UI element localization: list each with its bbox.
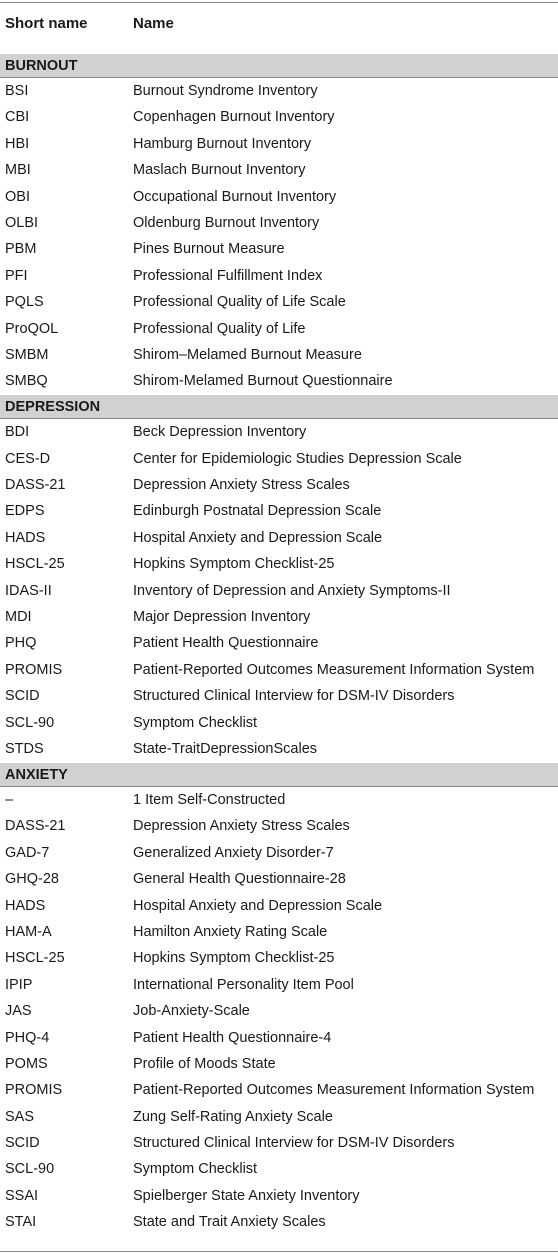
short-name-cell: EDPS bbox=[5, 503, 45, 520]
name-cell: Professional Fulfillment Index bbox=[133, 267, 323, 284]
name-cell: Oldenburg Burnout Inventory bbox=[133, 214, 320, 231]
bottom-rule bbox=[0, 1251, 558, 1252]
table-row bbox=[0, 945, 558, 971]
table-row bbox=[0, 866, 558, 892]
name-cell: Hamburg Burnout Inventory bbox=[133, 135, 312, 152]
name-cell: 1 Item Self-Constructed bbox=[133, 791, 286, 808]
name-cell: Patient Health Questionnaire bbox=[133, 635, 319, 652]
name-cell: Beck Depression Inventory bbox=[133, 424, 307, 441]
short-name-cell: IDAS-II bbox=[5, 582, 52, 599]
section-header: DEPRESSION bbox=[0, 395, 558, 419]
header-name: Name bbox=[133, 15, 174, 32]
name-cell: General Health Questionnaire-28 bbox=[133, 871, 346, 888]
table-row bbox=[0, 184, 558, 210]
name-cell: Patient-Reported Outcomes Measurement Information System bbox=[133, 1082, 535, 1099]
short-name-cell: DASS-21 bbox=[5, 477, 66, 494]
short-name-cell: SMBM bbox=[5, 346, 49, 363]
table-row bbox=[0, 840, 558, 866]
short-name-cell: GHQ-28 bbox=[5, 871, 59, 888]
table-row bbox=[0, 131, 558, 157]
short-name-cell: HSCL-25 bbox=[5, 556, 65, 573]
name-cell: International Personality Item Pool bbox=[133, 976, 354, 993]
name-cell: Hospital Anxiety and Depression Scale bbox=[133, 897, 383, 914]
name-cell: Major Depression Inventory bbox=[133, 609, 311, 626]
table-row bbox=[0, 787, 558, 813]
table-body bbox=[0, 54, 558, 1236]
short-name-cell: STAI bbox=[5, 1214, 37, 1231]
name-cell: Patient-Reported Outcomes Measurement Information System bbox=[133, 661, 535, 678]
table-row bbox=[0, 893, 558, 919]
name-cell: Depression Anxiety Stress Scales bbox=[133, 477, 350, 494]
name-cell: Generalized Anxiety Disorder-7 bbox=[133, 844, 334, 861]
table-row bbox=[0, 104, 558, 130]
table-row bbox=[0, 604, 558, 630]
table-row bbox=[0, 1104, 558, 1130]
name-cell: Hospital Anxiety and Depression Scale bbox=[133, 529, 383, 546]
table-row bbox=[0, 1183, 558, 1209]
table-row bbox=[0, 813, 558, 839]
table-row bbox=[0, 683, 558, 709]
name-cell: State and Trait Anxiety Scales bbox=[133, 1214, 326, 1231]
name-cell: Shirom–Melamed Burnout Measure bbox=[133, 346, 362, 363]
name-cell: Inventory of Depression and Anxiety Symptoms-II bbox=[133, 582, 451, 599]
name-cell: Zung Self-Rating Anxiety Scale bbox=[133, 1108, 333, 1125]
short-name-cell: HAM-A bbox=[5, 923, 52, 940]
short-name-cell: HSCL-25 bbox=[5, 950, 65, 967]
name-cell: Burnout Syndrome Inventory bbox=[133, 83, 318, 99]
short-name-cell: SSAI bbox=[5, 1187, 39, 1204]
table-row bbox=[0, 998, 558, 1024]
table-row bbox=[0, 657, 558, 683]
table-row bbox=[0, 368, 558, 395]
short-name-cell: – bbox=[5, 791, 14, 808]
short-name-cell: PFI bbox=[5, 267, 28, 284]
table-row bbox=[0, 342, 558, 368]
name-cell: Structured Clinical Interview for DSM-IV Disorders bbox=[133, 688, 455, 705]
table-row bbox=[0, 289, 558, 315]
short-name-cell: JAS bbox=[5, 1003, 32, 1020]
table-row bbox=[0, 157, 558, 183]
short-name-cell: IPIP bbox=[5, 976, 33, 993]
name-cell: Symptom Checklist bbox=[133, 1161, 258, 1178]
short-name-cell: MBI bbox=[5, 162, 31, 179]
name-cell: Professional Quality of Life Scale bbox=[133, 294, 346, 311]
short-name-cell: PROMIS bbox=[5, 661, 63, 678]
table-row bbox=[0, 1209, 558, 1236]
short-name-cell: GAD-7 bbox=[5, 844, 50, 861]
table-row bbox=[0, 498, 558, 524]
section-header: BURNOUT bbox=[0, 54, 558, 78]
table-row bbox=[0, 419, 558, 445]
name-cell: Shirom-Melamed Burnout Questionnaire bbox=[133, 373, 393, 390]
name-cell: Center for Epidemiologic Studies Depression Scale bbox=[133, 450, 462, 467]
short-name-cell: POMS bbox=[5, 1055, 48, 1072]
short-name-cell: SCL-90 bbox=[5, 1161, 55, 1178]
short-name-cell: HBI bbox=[5, 135, 30, 152]
name-cell: Job-Anxiety-Scale bbox=[133, 1003, 250, 1020]
short-name-cell: HADS bbox=[5, 897, 46, 914]
name-cell: Pines Burnout Measure bbox=[133, 241, 285, 258]
table-row bbox=[0, 1130, 558, 1156]
name-cell: State-TraitDepressionScales bbox=[133, 740, 318, 757]
short-name-cell: SMBQ bbox=[5, 373, 48, 390]
table-row bbox=[0, 236, 558, 262]
table-row bbox=[0, 263, 558, 289]
name-cell: Hamilton Anxiety Rating Scale bbox=[133, 923, 328, 940]
name-cell: Hopkins Symptom Checklist-25 bbox=[133, 556, 335, 573]
short-name-cell: PHQ bbox=[5, 635, 37, 652]
short-name-cell: MDI bbox=[5, 609, 32, 626]
table-row bbox=[0, 578, 558, 604]
name-cell: Symptom Checklist bbox=[133, 714, 258, 731]
short-name-cell: PROMIS bbox=[5, 1082, 63, 1099]
name-cell: Depression Anxiety Stress Scales bbox=[133, 818, 350, 835]
table-row bbox=[0, 630, 558, 656]
table-row bbox=[0, 316, 558, 342]
table-row bbox=[0, 1051, 558, 1077]
name-cell: Professional Quality of Life bbox=[133, 320, 306, 337]
short-name-cell: OLBI bbox=[5, 214, 39, 231]
name-cell: Copenhagen Burnout Inventory bbox=[133, 109, 335, 126]
short-name-cell: BSI bbox=[5, 83, 29, 99]
name-cell: Structured Clinical Interview for DSM-IV Disorders bbox=[133, 1135, 455, 1152]
table-row bbox=[0, 710, 558, 736]
section-header: ANXIETY bbox=[0, 763, 558, 787]
short-name-cell: PHQ-4 bbox=[5, 1029, 50, 1046]
name-cell: Maslach Burnout Inventory bbox=[133, 162, 306, 179]
short-name-cell: CBI bbox=[5, 109, 30, 126]
short-name-cell: SCL-90 bbox=[5, 714, 55, 731]
name-cell: Edinburgh Postnatal Depression Scale bbox=[133, 503, 382, 520]
table-row bbox=[0, 736, 558, 763]
name-cell: Spielberger State Anxiety Inventory bbox=[133, 1187, 360, 1204]
short-name-cell: STDS bbox=[5, 740, 44, 757]
table-row bbox=[0, 210, 558, 236]
short-name-cell: SCID bbox=[5, 1135, 40, 1152]
table-row bbox=[0, 446, 558, 472]
table-row bbox=[0, 525, 558, 551]
header-short-name: Short name bbox=[5, 15, 88, 32]
short-name-cell: OBI bbox=[5, 188, 30, 205]
short-name-cell: HADS bbox=[5, 529, 46, 546]
short-name-cell: CES-D bbox=[5, 450, 51, 467]
short-name-cell: PBM bbox=[5, 241, 37, 258]
short-name-cell: BDI bbox=[5, 424, 30, 441]
table-row bbox=[0, 1156, 558, 1182]
table-row bbox=[0, 551, 558, 577]
table-row bbox=[0, 78, 558, 104]
short-name-cell: SCID bbox=[5, 688, 40, 705]
name-cell: Occupational Burnout Inventory bbox=[133, 188, 337, 205]
short-name-cell: SAS bbox=[5, 1108, 35, 1125]
table-row bbox=[0, 919, 558, 945]
short-name-cell: PQLS bbox=[5, 294, 44, 311]
table-row bbox=[0, 972, 558, 998]
table-row bbox=[0, 1077, 558, 1103]
name-cell: Patient Health Questionnaire-4 bbox=[133, 1029, 332, 1046]
name-cell: Hopkins Symptom Checklist-25 bbox=[133, 950, 335, 967]
short-name-cell: DASS-21 bbox=[5, 818, 66, 835]
short-name-cell: ProQOL bbox=[5, 320, 59, 337]
table-header bbox=[0, 3, 558, 53]
name-cell: Profile of Moods State bbox=[133, 1055, 276, 1072]
table-row bbox=[0, 472, 558, 498]
table-row bbox=[0, 1025, 558, 1051]
